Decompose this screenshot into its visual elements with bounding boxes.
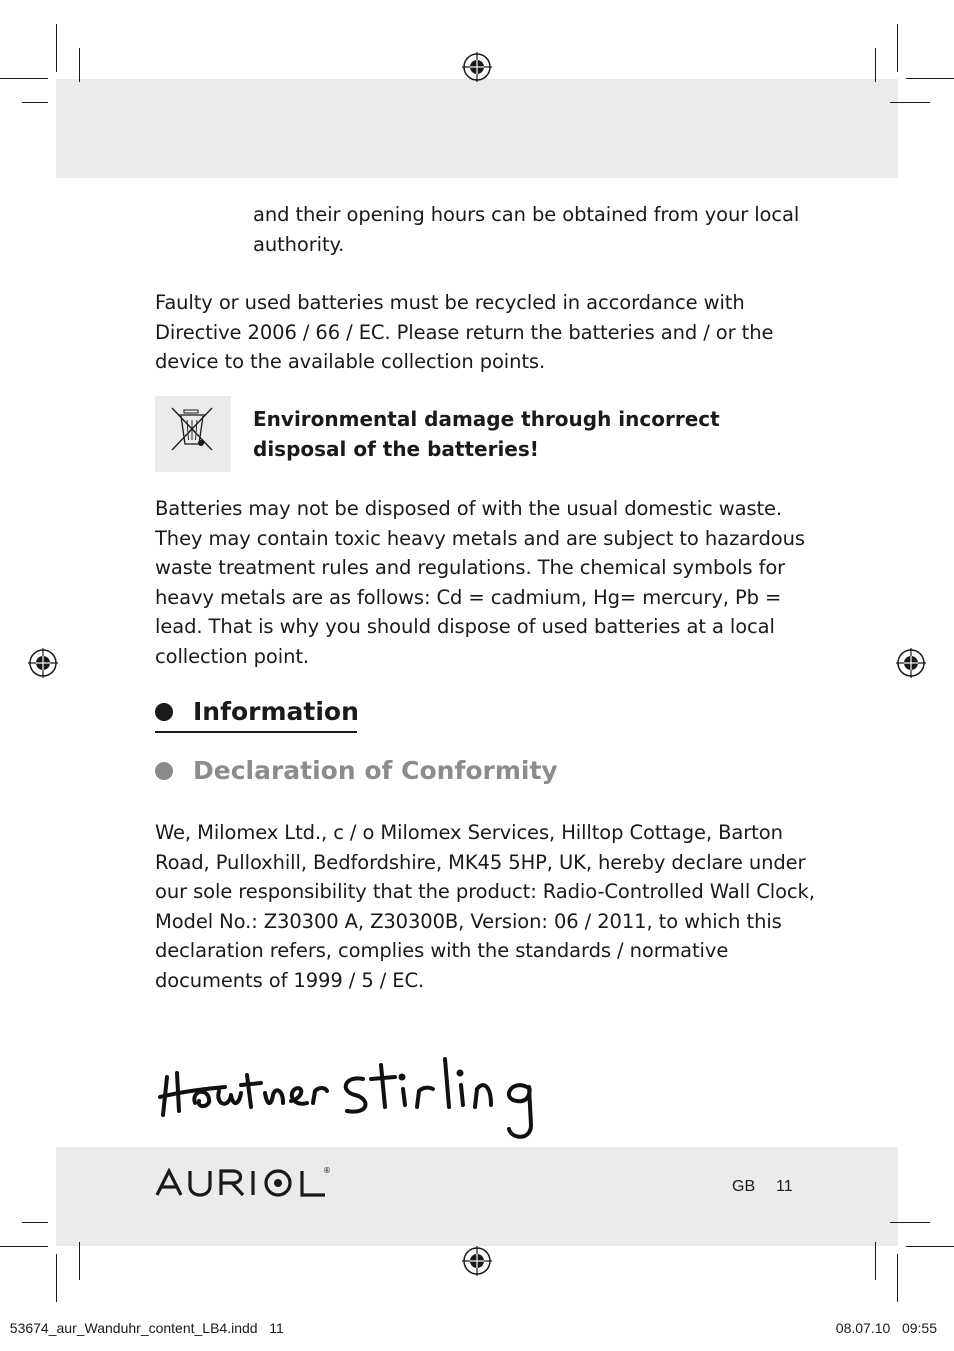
section-heading-text: Information (193, 697, 359, 726)
declaration-paragraph (155, 818, 815, 995)
sub-heading (193, 756, 558, 786)
intro-continuation (253, 200, 813, 259)
slug-date-time-text: 08.07.10 09:55 (835, 1320, 937, 1336)
slug-date-time (828, 1304, 937, 1336)
toxic-paragraph (155, 494, 820, 671)
warning-icon-box (155, 396, 231, 472)
brand-logo (155, 1168, 331, 1202)
slug-file-text: 53674_aur_Wanduhr_content_LB4.indd 11 (9, 1320, 284, 1336)
header-band (56, 79, 898, 178)
footer-language-text: GB (732, 1178, 756, 1195)
section-bullet (155, 703, 173, 721)
declaration-paragraph-text: We, Milomex Ltd., c / o Milomex Services, Hilltop Cottage, Barton Road, Pulloxhill, Bedfordshire, MK45 5HP, UK, hereby declare under our sole responsibility that the product: Radio-Controlled Wall Clock, Model No.: Z30300 A, Z30300B, Version: 06 / 2011, to which this declaration refers, complies with the standards / normative documents of 1999 / 5 / EC. (155, 821, 815, 992)
registration-mark-icon (27, 647, 59, 679)
registration-mark-icon (895, 647, 927, 679)
warning-title (253, 405, 773, 464)
auriol-logo (155, 1168, 331, 1198)
signature (155, 1045, 625, 1145)
subheading-bullet (155, 762, 173, 780)
intro-continuation-text: and their opening hours can be obtained from your local authority. (253, 203, 800, 256)
batteries-paragraph-text: Faulty or used batteries must be recycled in accordance with Directive 2006 / 66 / EC. Please return the batteries and / or the device to the available collection points. (155, 291, 774, 373)
registration-mark-icon (461, 1245, 493, 1277)
slug-file (2, 1304, 284, 1336)
page-number-text: 11 (776, 1178, 793, 1195)
batteries-paragraph (155, 288, 815, 377)
sub-heading-text: Declaration of Conformity (193, 756, 558, 785)
registered-mark: ® (323, 1166, 331, 1175)
toxic-paragraph-text: Batteries may not be disposed of with the usual domestic waste. They may contain toxic heavy metals and are subject to hazardous waste treatment rules and regulations. The chemical symbols for heavy metals are as follows: Cd = cadmium, Hg= mercury, Pb = lead. That is why you should dispose of used batteries at a local collection point. (155, 497, 805, 668)
section-heading-underline (155, 731, 357, 733)
page-number (776, 1178, 793, 1196)
crossed-out-wheelie-bin-icon (155, 396, 231, 472)
warning-title-text: Environmental damage through incorrect disposal of the batteries! (253, 407, 720, 461)
registration-mark-icon (461, 51, 493, 83)
section-heading (193, 697, 359, 727)
footer-language (732, 1178, 755, 1196)
